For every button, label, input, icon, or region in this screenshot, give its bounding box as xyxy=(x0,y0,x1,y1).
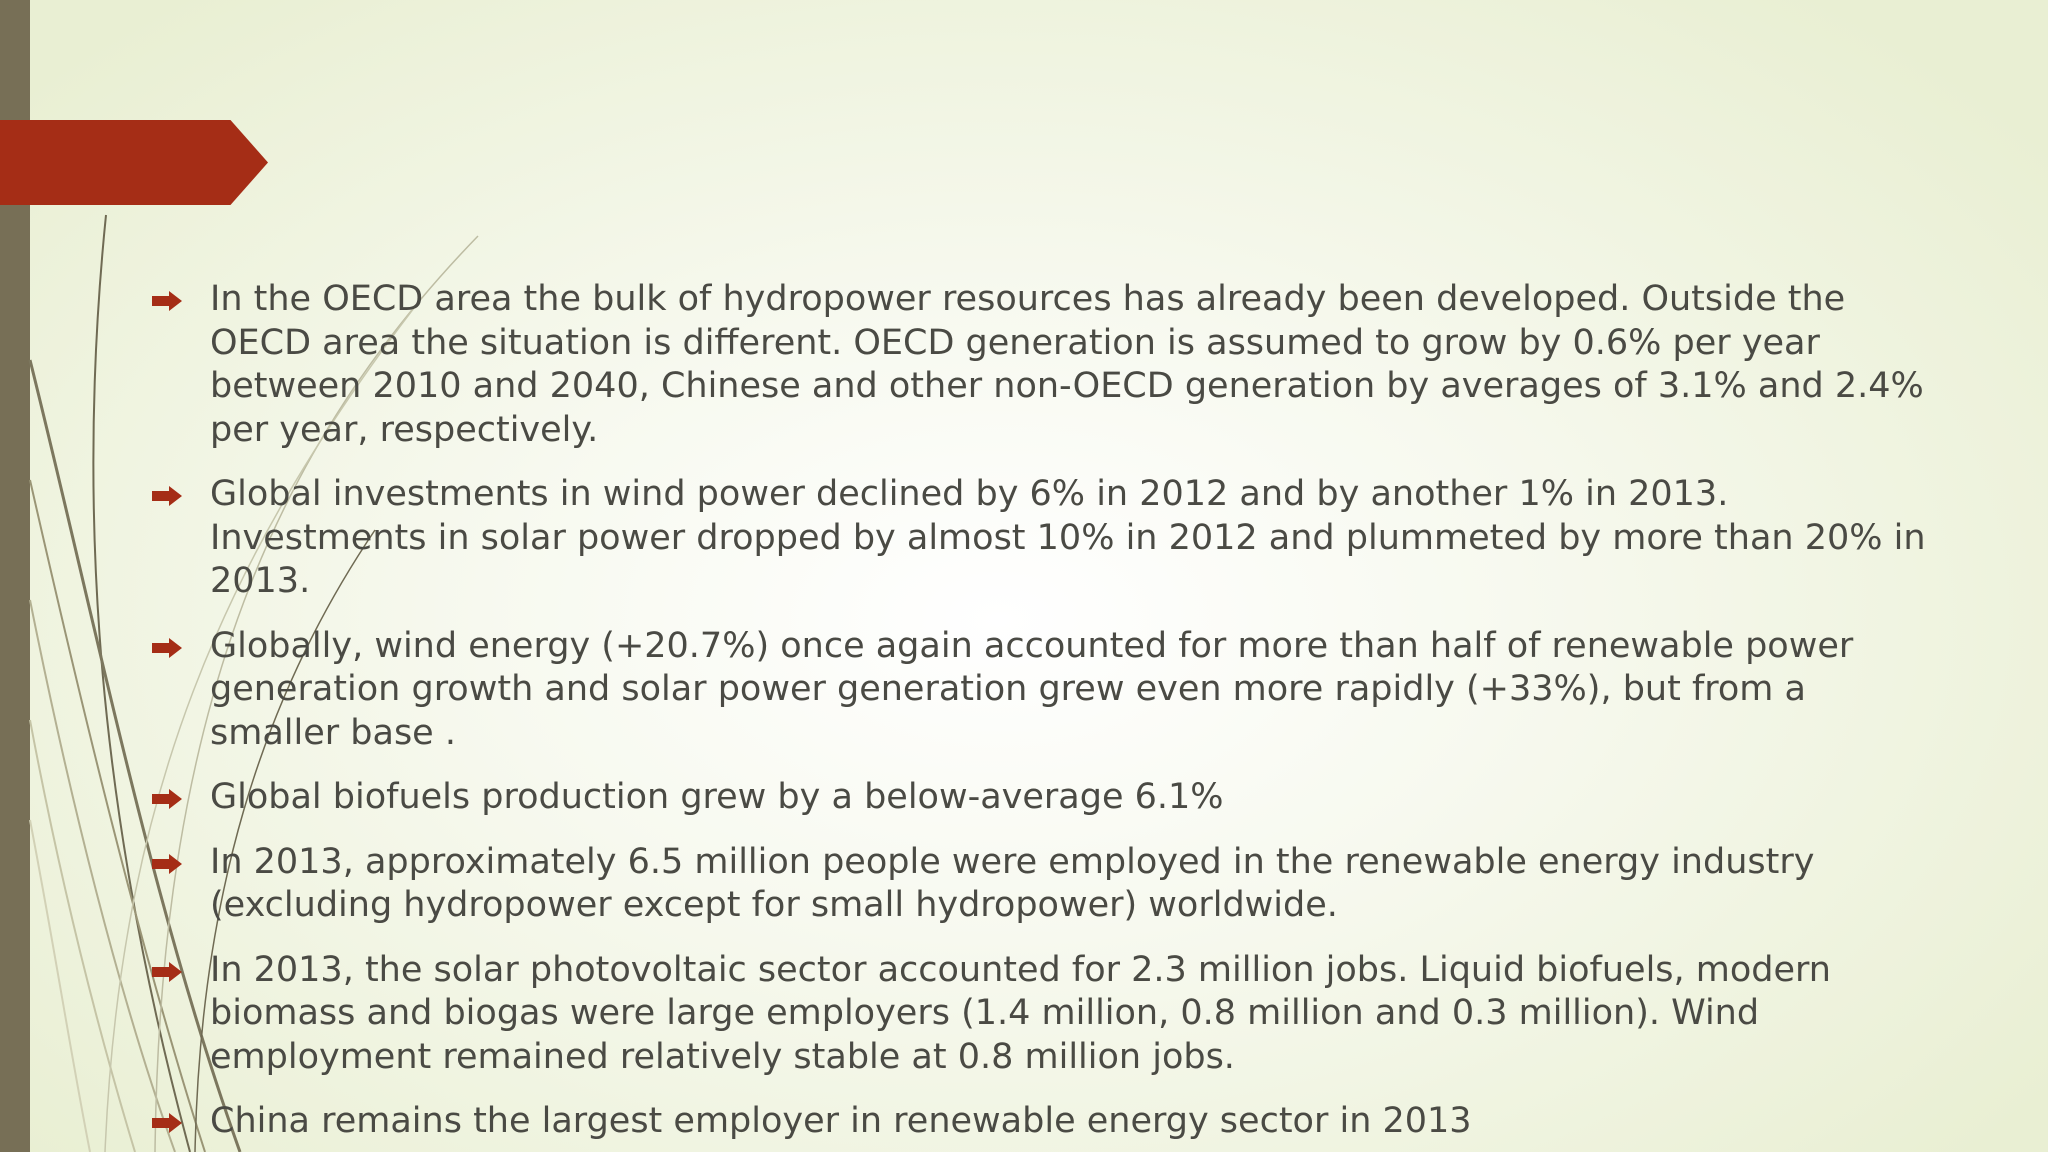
bullet-text: Global investments in wind power declined by 6% in 2012 and by another 1% in 2013. Investments in solar power dropped by almost 10% in 2012 and plummeted by more than 20% in 2013. xyxy=(210,474,1926,601)
bullet-item xyxy=(150,625,1930,756)
arrow-right-icon xyxy=(152,854,182,874)
arrow-right-icon xyxy=(152,962,182,982)
bullet-item xyxy=(150,473,1930,604)
arrow-right-icon xyxy=(152,486,182,506)
bullet-item xyxy=(150,949,1930,1080)
arrow-right-icon xyxy=(152,291,182,311)
title-accent-tab xyxy=(0,120,268,205)
arrow-right-icon xyxy=(152,1113,182,1133)
bullet-item xyxy=(150,1100,1930,1144)
bullet-list xyxy=(150,278,1930,1144)
bullet-text: China remains the largest employer in renewable energy sector in 2013 xyxy=(210,1101,1472,1141)
bullet-text: In 2013, approximately 6.5 million people were employed in the renewable energy industry (excluding hydropower except for small hydropower) worldwide. xyxy=(210,841,1815,925)
content-area xyxy=(150,278,1930,1152)
bullet-item xyxy=(150,776,1930,820)
bullet-text: In the OECD area the bulk of hydropower resources has already been developed. Outside the OECD area the situation is different. OECD generation is assumed to grow by 0.6% per year between 2010 and 2040, Chinese and other non-OECD generation by averages of 3.1% and 2.4% per year, respectively. xyxy=(210,279,1924,450)
bullet-item xyxy=(150,278,1930,452)
arrow-right-icon xyxy=(152,789,182,809)
arrow-right-icon xyxy=(152,638,182,658)
bullet-text: Globally, wind energy (+20.7%) once again accounted for more than half of renewable power generation growth and solar power generation grew even more rapidly (+33%), but from a smaller base . xyxy=(210,625,1854,753)
bullet-item xyxy=(150,841,1930,928)
bullet-text: In 2013, the solar photovoltaic sector accounted for 2.3 million jobs. Liquid biofuels, modern biomass and biogas were large employers (1.4 million, 0.8 million and 0.3 million). Wind employment remained relatively stable at 0.8 million jobs. xyxy=(210,949,1831,1077)
bullet-text: Global biofuels production grew by a below-average 6.1% xyxy=(210,777,1224,817)
